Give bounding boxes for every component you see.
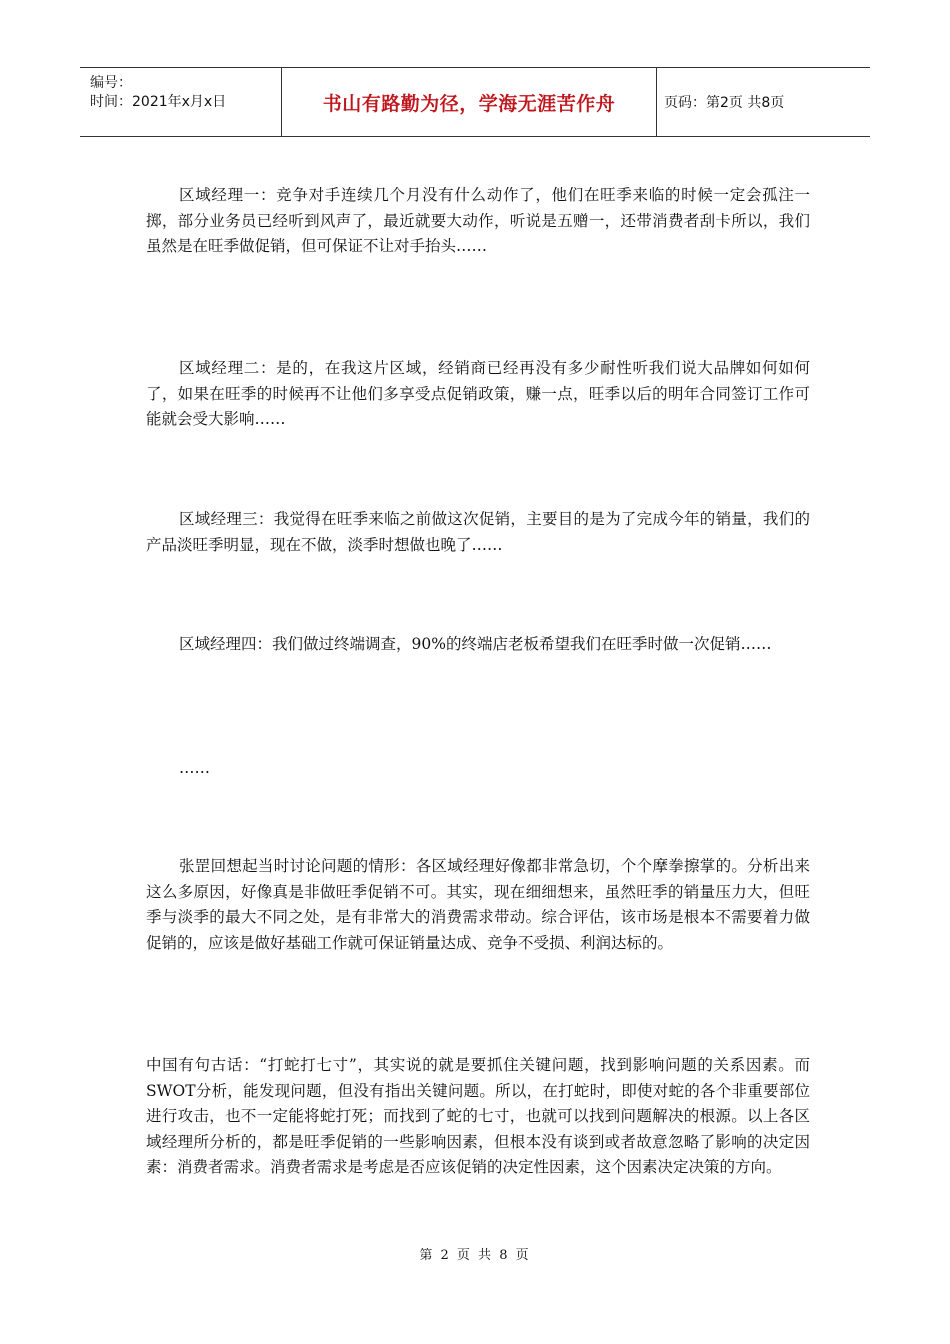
page-footer: 第 2 页 共 8 页 bbox=[419, 1248, 531, 1263]
paragraph-manager-three: 区域经理三：我觉得在旺季来临之前做这次促销，主要目的是为了完成今年的销量，我们的产品淡旺季明显，现在不做，淡季时想做也晚了…… bbox=[146, 510, 810, 554]
header-page-cell bbox=[657, 68, 870, 136]
document-number-label: 编号： bbox=[90, 75, 132, 91]
paragraph-ellipsis: …… bbox=[179, 759, 210, 777]
paragraph-snake-proverb: 中国有句古话：“打蛇打七寸”，其实说的就是要抓住关键问题，找到影响问题的关系因素。而SWOT分析，能发现问题，但没有指出关键问题。所以，在打蛇时，即使对蛇的各个非重要部位进行攻击，也不一定能将蛇打死；而找到了蛇的七寸，也就可以找到问题解决的根源。以上各区域经理所分析的，都是旺季促销的一些影响因素，但根本没有谈到或者故意忽略了影响的决定因素：消费者需求。消费者需求是考虑是否应该促销的决定性因素，这个因素决定决策的方向。 bbox=[146, 1056, 810, 1176]
header-motto-cell bbox=[282, 68, 657, 136]
document-date: 时间：2021年x月x日 bbox=[90, 94, 227, 110]
header-meta-cell bbox=[80, 68, 282, 136]
header-motto: 书山有路勤为径，学海无涯苦作舟 bbox=[322, 92, 616, 115]
paragraph-manager-one: 区域经理一：竞争对手连续几个月没有什么动作了，他们在旺季来临的时候一定会孤注一掷，部分业务员已经听到风声了，最近就要大动作，听说是五赠一，还带消费者刮卡所以，我们虽然是在旺季做促销，但可保证不让对手抬头…… bbox=[146, 186, 810, 255]
document-header bbox=[80, 67, 870, 137]
paragraph-manager-four: 区域经理四：我们做过终端调查，90%的终端店老板希望我们在旺季时做一次促销…… bbox=[179, 635, 772, 653]
paragraph-manager-two: 区域经理二：是的，在我这片区域，经销商已经再没有多少耐性听我们说大品牌如何如何了，如果在旺季的时候再不让他们多享受点促销政策，赚一点，旺季以后的明年合同签订工作可能就会受大影响…… bbox=[146, 359, 810, 428]
header-page-info: 页码：第2页 共8页 bbox=[664, 95, 785, 111]
paragraph-zhang-gang-reflection: 张罡回想起当时讨论问题的情形：各区域经理好像都非常急切，个个摩拳擦掌的。分析出来这么多原因，好像真是非做旺季促销不可。其实，现在细细想来，虽然旺季的销量压力大，但旺季与淡季的最大不同之处，是有非常大的消费需求带动。综合评估，该市场是根本不需要着力做促销的，应该是做好基础工作就可保证销量达成、竞争不受损、利润达标的。 bbox=[146, 857, 810, 952]
